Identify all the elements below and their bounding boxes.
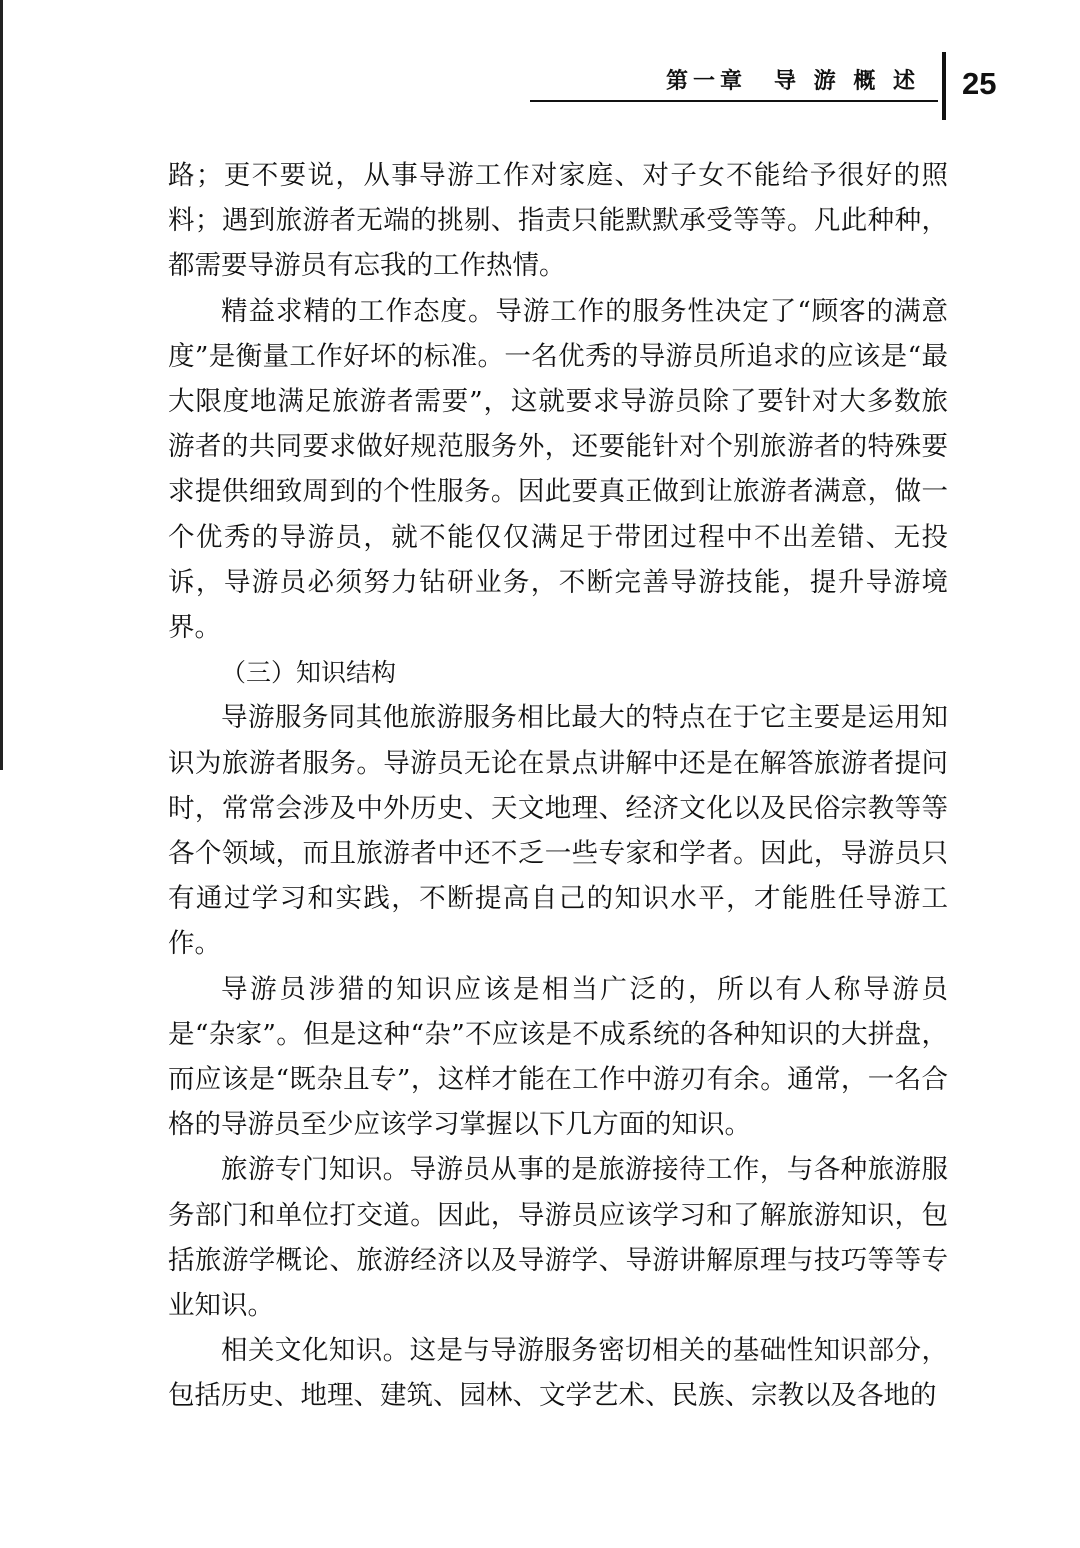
paragraph-broad-knowledge: 导游员涉猎的知识应该是相当广泛的，所以有人称导游员是“杂家”。但是这种“杂”不应该是不成系统的各种知识的大拼盘，而应该是“既杂且专”，这样才能在工作中游刃有余。通常，一名合格的导游员至少应该学习掌握以下几方面的知识。 <box>168 973 948 1141</box>
running-header <box>530 52 950 102</box>
page-number: 25 <box>962 66 997 101</box>
body-text <box>168 153 948 1419</box>
paragraph-continued: 路；更不要说，从事导游工作对家庭、对子女不能给予很好的照料；遇到旅游者无端的挑剔、指责只能默默承受等等。凡此种种，都需要导游员有忘我的工作热情。 <box>168 160 948 282</box>
header-rule <box>530 100 938 102</box>
paragraph-tourism-knowledge: 旅游专门知识。导游员从事的是旅游接待工作，与各种旅游服务部门和单位打交道。因此，导游员应该学习和了解旅游知识，包括旅游学概论、旅游经济以及导游学、导游讲解原理与技巧等等专业知识。 <box>168 1154 948 1322</box>
page-edge-rule <box>0 0 3 770</box>
chapter-title: 第一章 导 游 概 述 <box>666 69 920 94</box>
paragraph-work-attitude: 精益求精的工作态度。导游工作的服务性决定了“顾客的满意度”是衡量工作好坏的标准。一名优秀的导游员所追求的应该是“最大限度地满足旅游者需要”，这就要求导游员除了要针对大多数旅游者的共同要求做好规范服务外，还要能针对个别旅游者的特殊要求提供细致周到的个性服务。因此要真正做到让旅游者满意，做一个优秀的导游员，就不能仅仅满足于带团过程中不出差错、无投诉，导游员必须努力钻研业务，不断完善导游技能，提升导游境界。 <box>168 295 948 644</box>
header-divider <box>942 52 946 120</box>
section-heading-knowledge-structure: （三）知识结构 <box>221 658 397 688</box>
paragraph-knowledge-service: 导游服务同其他旅游服务相比最大的特点在于它主要是运用知识为旅游者服务。导游员无论在景点讲解中还是在解答旅游者提问时，常常会涉及中外历史、天文地理、经济文化以及民俗宗教等等各个领域，而且旅游者中还不乏一些专家和学者。因此，导游员只有通过学习和实践，不断提高自己的知识水平，才能胜任导游工作。 <box>168 702 948 960</box>
paragraph-cultural-knowledge: 相关文化知识。这是与导游服务密切相关的基础性知识部分，包括历史、地理、建筑、园林、文学艺术、民族、宗教以及各地的 <box>168 1335 948 1412</box>
